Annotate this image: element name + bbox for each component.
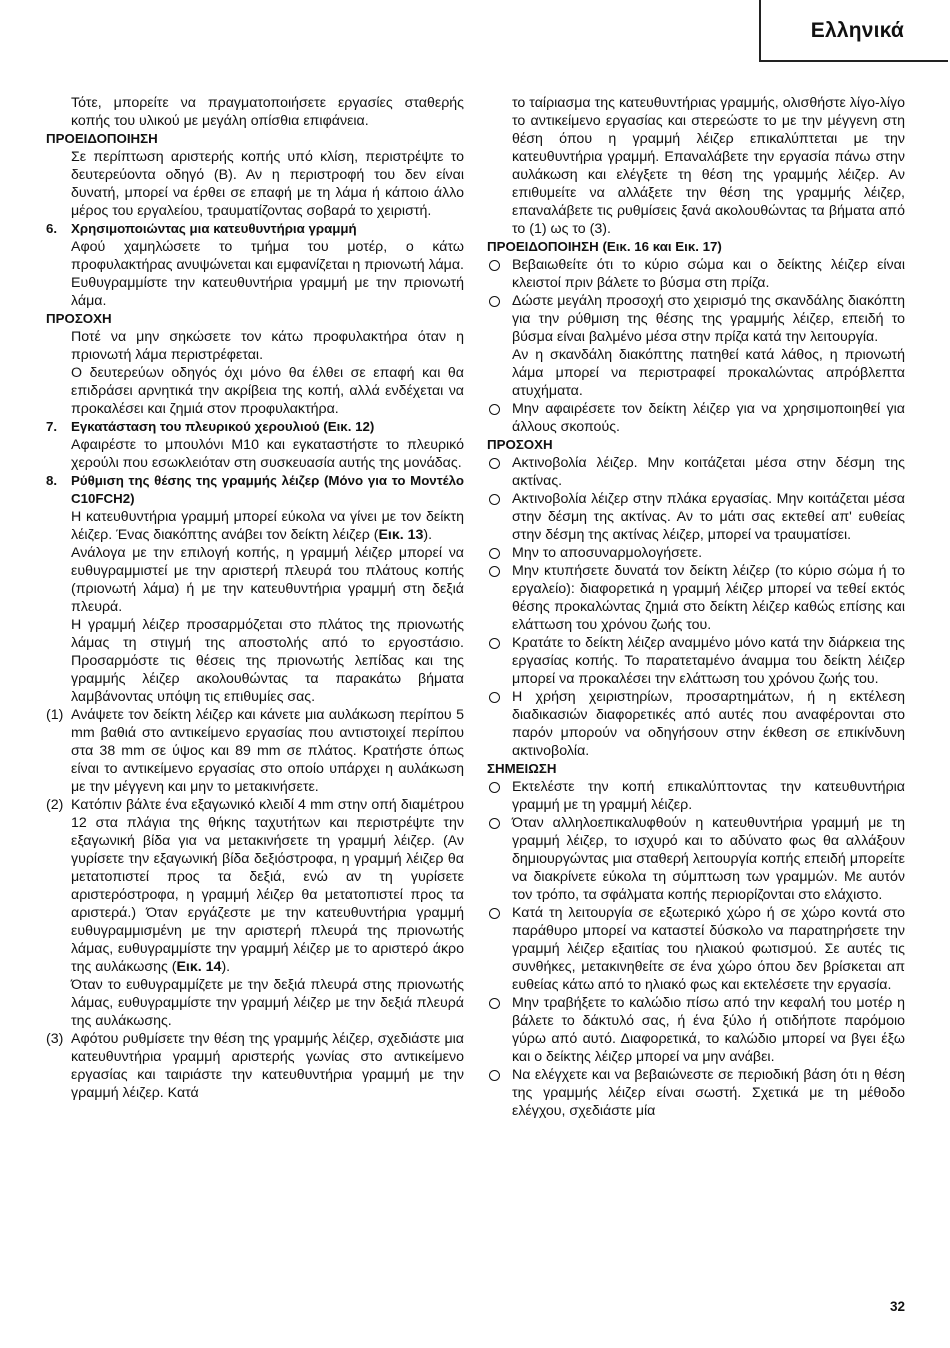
warning-heading: ΠΡΟΕΙΔΟΠΟΙΗΣΗ [46, 131, 158, 146]
section-8-heading [46, 472, 464, 508]
bullet-item [487, 544, 905, 562]
bullet-item [487, 814, 905, 904]
figure-ref: Εικ. 13 [378, 527, 424, 543]
step-3 [46, 1030, 464, 1102]
step-text: Αφότου ρυθμίσετε την θέση της γραμμής λέιζερ, σχεδιάστε μια κατευθυντήρια γραμμή αριστερής γωνίας στο αντικείμενο εργασίας και ταιριάστε την κατευθυντήρια γραμμή με την γραμμή λέιζερ. Κατά [71, 1031, 464, 1101]
bullet-text: Ακτινοβολία λέιζερ στην πλάκα εργασίας. Μην κοιτάζεται μέσα στην δέσμη της ακτίνας. Αν το μάτι σας εκτεθεί απ' ευθείας στην δέσμη της ακτίνας λέιζερ, μπορεί να τραυματίσει. [512, 491, 905, 543]
bullet-item [487, 562, 905, 634]
right-column [487, 94, 905, 1120]
language-tab [759, 0, 948, 62]
bullet-text: Μην το αποσυναρμολογήσετε. [512, 545, 703, 561]
bullet-text: Η χρήση χειριστηρίων, προσαρτημάτων, ή η εκτέλεση διαδικασιών διαφορετικές από αυτές που αναφέρονται στο παρόν μπορούν να οδηγήσουν στην έκθεση σε επικίνδυνη ακτινοβολία. [512, 689, 905, 759]
paragraph: Αφού χαμηλώσετε το τμήμα του μοτέρ, ο κάτω προφυλακτήρας ανυψώνεται και εμφανίζεται η πριονωτή λάμα. [71, 239, 464, 273]
paragraph: Ευθυγραμμίστε την κατευθυντήρια γραμμή με την πριονωτή λάμα. [71, 275, 464, 309]
section-number: 8. [46, 473, 58, 488]
text: Η κατευθυντήρια γραμμή μπορεί εύκολα να γίνει με τον δείκτη λέιζερ. Ένας διακόπτης ανάβει τον δείκτη λέιζερ ( [71, 509, 464, 543]
paragraph: Ανάλογα με την επιλογή κοπής, η γραμμή λέιζερ μπορεί να ευθυγραμμιστεί με την αριστερή πλευρά του πλάτους κοπής (πριονωτή λάμα) ή με την κατευθυντήρια γραμμή στη δεξιά πλευρά. [71, 545, 464, 615]
bullet-text: Να ελέγχετε και να βεβαιώνεστε σε περιοδική βάση ότι η θέση της γραμμής λέιζερ είναι σωστή. Σχετικά με τη μέθοδο ελέγχου, σχεδιάστε μία [512, 1067, 905, 1119]
paragraph: το ταίριασμα της κατευθυντήριας γραμμής, ολισθήστε λίγο-λίγο το αντικείμενο εργασίας και στερεώστε το με την μέγγενη στη θέση όπου η γραμμή λέιζερ επικαλύπτεται με την κατευθυντήρια γραμμή. Επαναλάβετε την εργασία πάνω στην αυλάκωση και ελέγξετε τη θέση της γραμμής λέιζερ. Αν επιθυμείτε να αλλάξετε την θέση της γραμμής λέιζερ, επαναλάβετε τις ρυθμίσεις ξανά ακολουθώντας τα βήματα από το (1) ως το (3). [512, 95, 905, 237]
paragraph: Αφαιρέστε το μπουλόνι M10 και εγκαταστήστε το πλευρικό χερούλι που εσωκλειόταν στη συσκευασία αυτής της μονάδας. [71, 437, 464, 471]
circle-bullet-icon [489, 458, 500, 469]
bullet-item [487, 634, 905, 688]
section-number: 6. [46, 221, 58, 236]
bullet-item [487, 256, 905, 292]
step-number: (2) [46, 797, 64, 813]
bullet-item [487, 994, 905, 1066]
circle-bullet-icon [489, 548, 500, 559]
page-number: 32 [889, 1299, 905, 1314]
bullet-item [487, 904, 905, 994]
warning-heading: ΠΡΟΕΙΔΟΠΟΙΗΣΗ (Εικ. 16 και Εικ. 17) [487, 239, 722, 254]
bullet-item [487, 688, 905, 760]
bullet-text: Κατά τη λειτουργία σε εξωτερικό χώρο ή σε χώρο κοντά στο παράθυρο μπορεί να καταστεί δύσκολο να παρατηρήσετε την γραμμή λέιζερ εξαιτίας του ηλιακού φωτισμού. Σε αυτές τις συνθήκες, μετακινηθείτε σε ένα χώρο όπου δεν βρίσκεται απ ευθείας κάτω από το ηλιακό φως και εκτελέσετε την εργασία. [512, 905, 905, 993]
circle-bullet-icon [489, 818, 500, 829]
circle-bullet-icon [489, 404, 500, 415]
bullet-item [487, 292, 905, 346]
section-title: Ρύθμιση της θέσης της γραμμής λέιζερ (Μόνο για το Μοντέλο C10FCH2) [71, 473, 464, 506]
paragraph: Ο δευτερεύων οδηγός όχι μόνο θα έλθει σε επαφή και θα επιδράσει αρνητικά την ακρίβεια της κοπή, αλλά ενδέχεται να προκαλέσει και ζημιά στον προφυλακτήρα. [71, 365, 464, 417]
caution-heading: ΠΡΟΣΟΧΗ [46, 311, 112, 326]
figure-ref: Εικ. 14 [176, 959, 222, 975]
bullet-text: Μην αφαιρέσετε τον δείκτη λέιζερ για να χρησιμοποιηθεί για άλλους σκοπούς. [512, 401, 905, 435]
step-2 [46, 796, 464, 976]
circle-bullet-icon [489, 1070, 500, 1081]
step-text: Κατόπιν βάλτε ένα εξαγωνικό κλειδί 4 mm στην οπή διαμέτρου 12 στα πλάγια της θήκης ταχυτήτων και περιστρέψτε την εξαγωνική βίδα για να μετακινήσετε τη γραμμή λέιζερ. (Αν γυρίσετε την εξαγωνική βίδα δεξιόστροφα, η γραμμή λέιζερ θα μετατοπιστεί προς τα δεξιά, ενώ αν τη γυρίσετε αριστερόστροφα, η γραμμή λέιζερ θα μετατοπιστεί προς τα αριστερά.) Όταν εργάζεστε με την κατευθυντήρια γραμμή ευθυγραμμισμένη με την αριστερή πλευρά της πριονωτής λάμας, ευθυγραμμίστε την γραμμή λέιζερ με το αριστερό άκρο της αυλάκωσης ( [71, 797, 464, 975]
paragraph: Αν η σκανδάλη διακόπτης πατηθεί κατά λάθος, η πριονωτή λάμα μπορεί να περιστραφεί προκαλώντας απρόβλεπτα ατυχήματα. [512, 347, 905, 399]
bullet-text: Κρατάτε το δείκτη λέιζερ αναμμένο μόνο κατά την διάρκεια της εργασίας κοπής. Το παρατεταμένο άναμμα του δείκτη λέιζερ μπορεί να προκαλέσει την ελάττωση του χρόνου ζωής του. [512, 635, 905, 687]
section-title: Χρησιμοποιώντας μια κατευθυντήρια γραμμή [71, 221, 357, 236]
step-text: ). [221, 959, 231, 975]
circle-bullet-icon [489, 494, 500, 505]
bullet-item [487, 490, 905, 544]
text: ). [423, 527, 433, 543]
circle-bullet-icon [489, 638, 500, 649]
circle-bullet-icon [489, 566, 500, 577]
caution-heading: ΠΡΟΣΟΧΗ [487, 437, 553, 452]
bullet-text: Εκτελέστε την κοπή επικαλύπτοντας την κατευθυντήρια γραμμή με τη γραμμή λέιζερ. [512, 779, 905, 813]
step-number: (1) [46, 707, 64, 723]
bullet-text: Βεβαιωθείτε ότι το κύριο σώμα και ο δείκτης λέιζερ είναι κλειστοί πριν βάλετε το βύσμα στη πρίζα. [512, 257, 905, 291]
bullet-text: Δώστε μεγάλη προσοχή στο χειρισμό της σκανδάλης διακόπτη για την ρύθμιση της θέσης της γραμμής λέιζερ, επειδή το βύσμα είναι βαλμένο μέσα στην πρίζα κατά την λειτουργία. [512, 293, 905, 345]
bullet-text: Ακτινοβολία λέιζερ. Μην κοιτάζεται μέσα στην δέσμη της ακτίνας. [512, 455, 905, 489]
section-6-heading [46, 220, 464, 238]
step-text: Ανάψετε τον δείκτη λέιζερ και κάνετε μια αυλάκωση περίπου 5 mm βαθιά στο αντικείμενο εργασίας που αντιστοιχεί περίπου στα 38 mm σε ύψος και 89 mm σε πλάτος. Κρατήστε όπως είναι το αντικείμενο εργασίας στο οποίο υπάρχει η αυλάκωση με την μέγγενη και μην το μετακινήσετε. [71, 707, 464, 795]
paragraph: Όταν το ευθυγραμμίζετε με την δεξιά πλευρά στης πριονωτής λάμας, ευθυγραμμίστε την γραμμή λέιζερ με την δεξιά πλευρά της αυλάκωσης. [71, 977, 464, 1029]
bullet-text: Μην τραβήξετε το καλώδιο πίσω από την κεφαλή του μοτέρ η βάλετε το δάκτυλό σας, ή ένα ξύλο ή οτιδήποτε παρόμοιο γύρω από αυτό. Διαφορετικά, το καλώδιο μπορεί να βγει έξω και ο δείκτης λέιζερ μπορεί να μην ανάβει. [512, 995, 905, 1065]
paragraph [46, 508, 464, 544]
bullet-item [487, 1066, 905, 1120]
note-heading: ΣΗΜΕΙΩΣΗ [487, 761, 557, 776]
bullet-item [487, 400, 905, 436]
bullet-item [487, 454, 905, 490]
circle-bullet-icon [489, 260, 500, 271]
circle-bullet-icon [489, 296, 500, 307]
section-title: Εγκατάσταση του πλευρικού χερουλιού (Εικ. 12) [71, 419, 375, 434]
left-column [46, 94, 464, 1102]
section-7-heading [46, 418, 464, 436]
paragraph: Τότε, μπορείτε να πραγματοποιήσετε εργασίες σταθερής κοπής του υλικού με μεγάλη οπίσθια επιφάνεια. [71, 95, 464, 129]
warning-text: Σε περίπτωση αριστερής κοπής υπό κλίση, περιστρέψτε το δευτερεύοντα οδηγό (B). Αν η περιστροφή του δεν είναι δυνατή, μπορεί να έρθει σε επαφή με τη λάμα ή κάποιο άλλο μέρος του εργαλείου, τραυματίζοντας σοβαρά το χειριστή. [71, 149, 464, 219]
paragraph: Η γραμμή λέιζερ προσαρμόζεται στο πλάτος της πριονωτής λάμας τη στιγμή της αποστολής από το εργοστάσιο. Προσαρμόστε τις θέσεις της πριονωτής λεπίδας και της γραμμής λέιζερ ακολουθώντας τα παρακάτω βήματα λαμβάνοντας υπόψη τις επιθυμίες σας. [71, 617, 464, 705]
bullet-text: Όταν αλληλοεπικαλυφθούν η κατευθυντήρια γραμμή με τη γραμμή λέιζερ, το ισχυρό και το αδύνατο φως θα αλλάξουν δημιουργώντας μια σταθερή λειτουργία κοπής επειδή μπορείτε να διακρίνετε εύκολα τη σύμπτωση των γραμμών. Με αυτόν τον τρόπο, τα σφάλματα κοπής περιορίζονται στο ελάχιστο. [512, 815, 905, 903]
step-1 [46, 706, 464, 796]
paragraph: Ποτέ να μην σηκώσετε τον κάτω προφυλακτήρα όταν η πριονωτή λάμα περιστρέφεται. [71, 329, 464, 363]
circle-bullet-icon [489, 692, 500, 703]
circle-bullet-icon [489, 908, 500, 919]
language-label: Ελληνικά [810, 19, 904, 42]
bullet-text: Μην κτυπήσετε δυνατά τον δείκτη λέιζερ (το κύριο σώμα ή το εργαλείο): διαφορετικά η γραμμή λέιζερ μπορεί να τεθεί εκτός θέσης προκαλώντας ζημιά στο δείκτη λέιζερ καθώς επίσης και ελάττωση του χρόνου ζωής του. [512, 563, 905, 633]
circle-bullet-icon [489, 782, 500, 793]
circle-bullet-icon [489, 998, 500, 1009]
bullet-item [487, 778, 905, 814]
step-number: (3) [46, 1031, 64, 1047]
section-number: 7. [46, 419, 58, 434]
